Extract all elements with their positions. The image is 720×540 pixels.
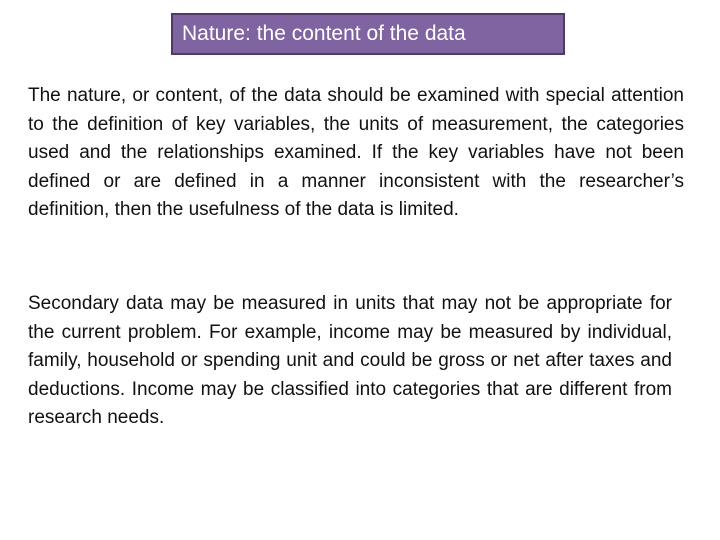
- paragraph-secondary-data-units: Secondary data may be measured in units that may not be appropriate for the current problem. For example, income may be measured by individual, family, household or spending unit and could be gross or net after taxes and deductions. Income may be classified into categories that are different from research needs.: [28, 293, 672, 428]
- paragraph-nature-content: The nature, or content, of the data should be examined with special attention to the definition of key variables, the units of measurement, the categories used and the relationships examined. If the key variables have not been defined or are defined in a manner inconsistent with the researcher’s definition, then the usefulness of the data is limited.: [28, 85, 684, 220]
- slide-title: Nature: the content of the data: [171, 13, 565, 55]
